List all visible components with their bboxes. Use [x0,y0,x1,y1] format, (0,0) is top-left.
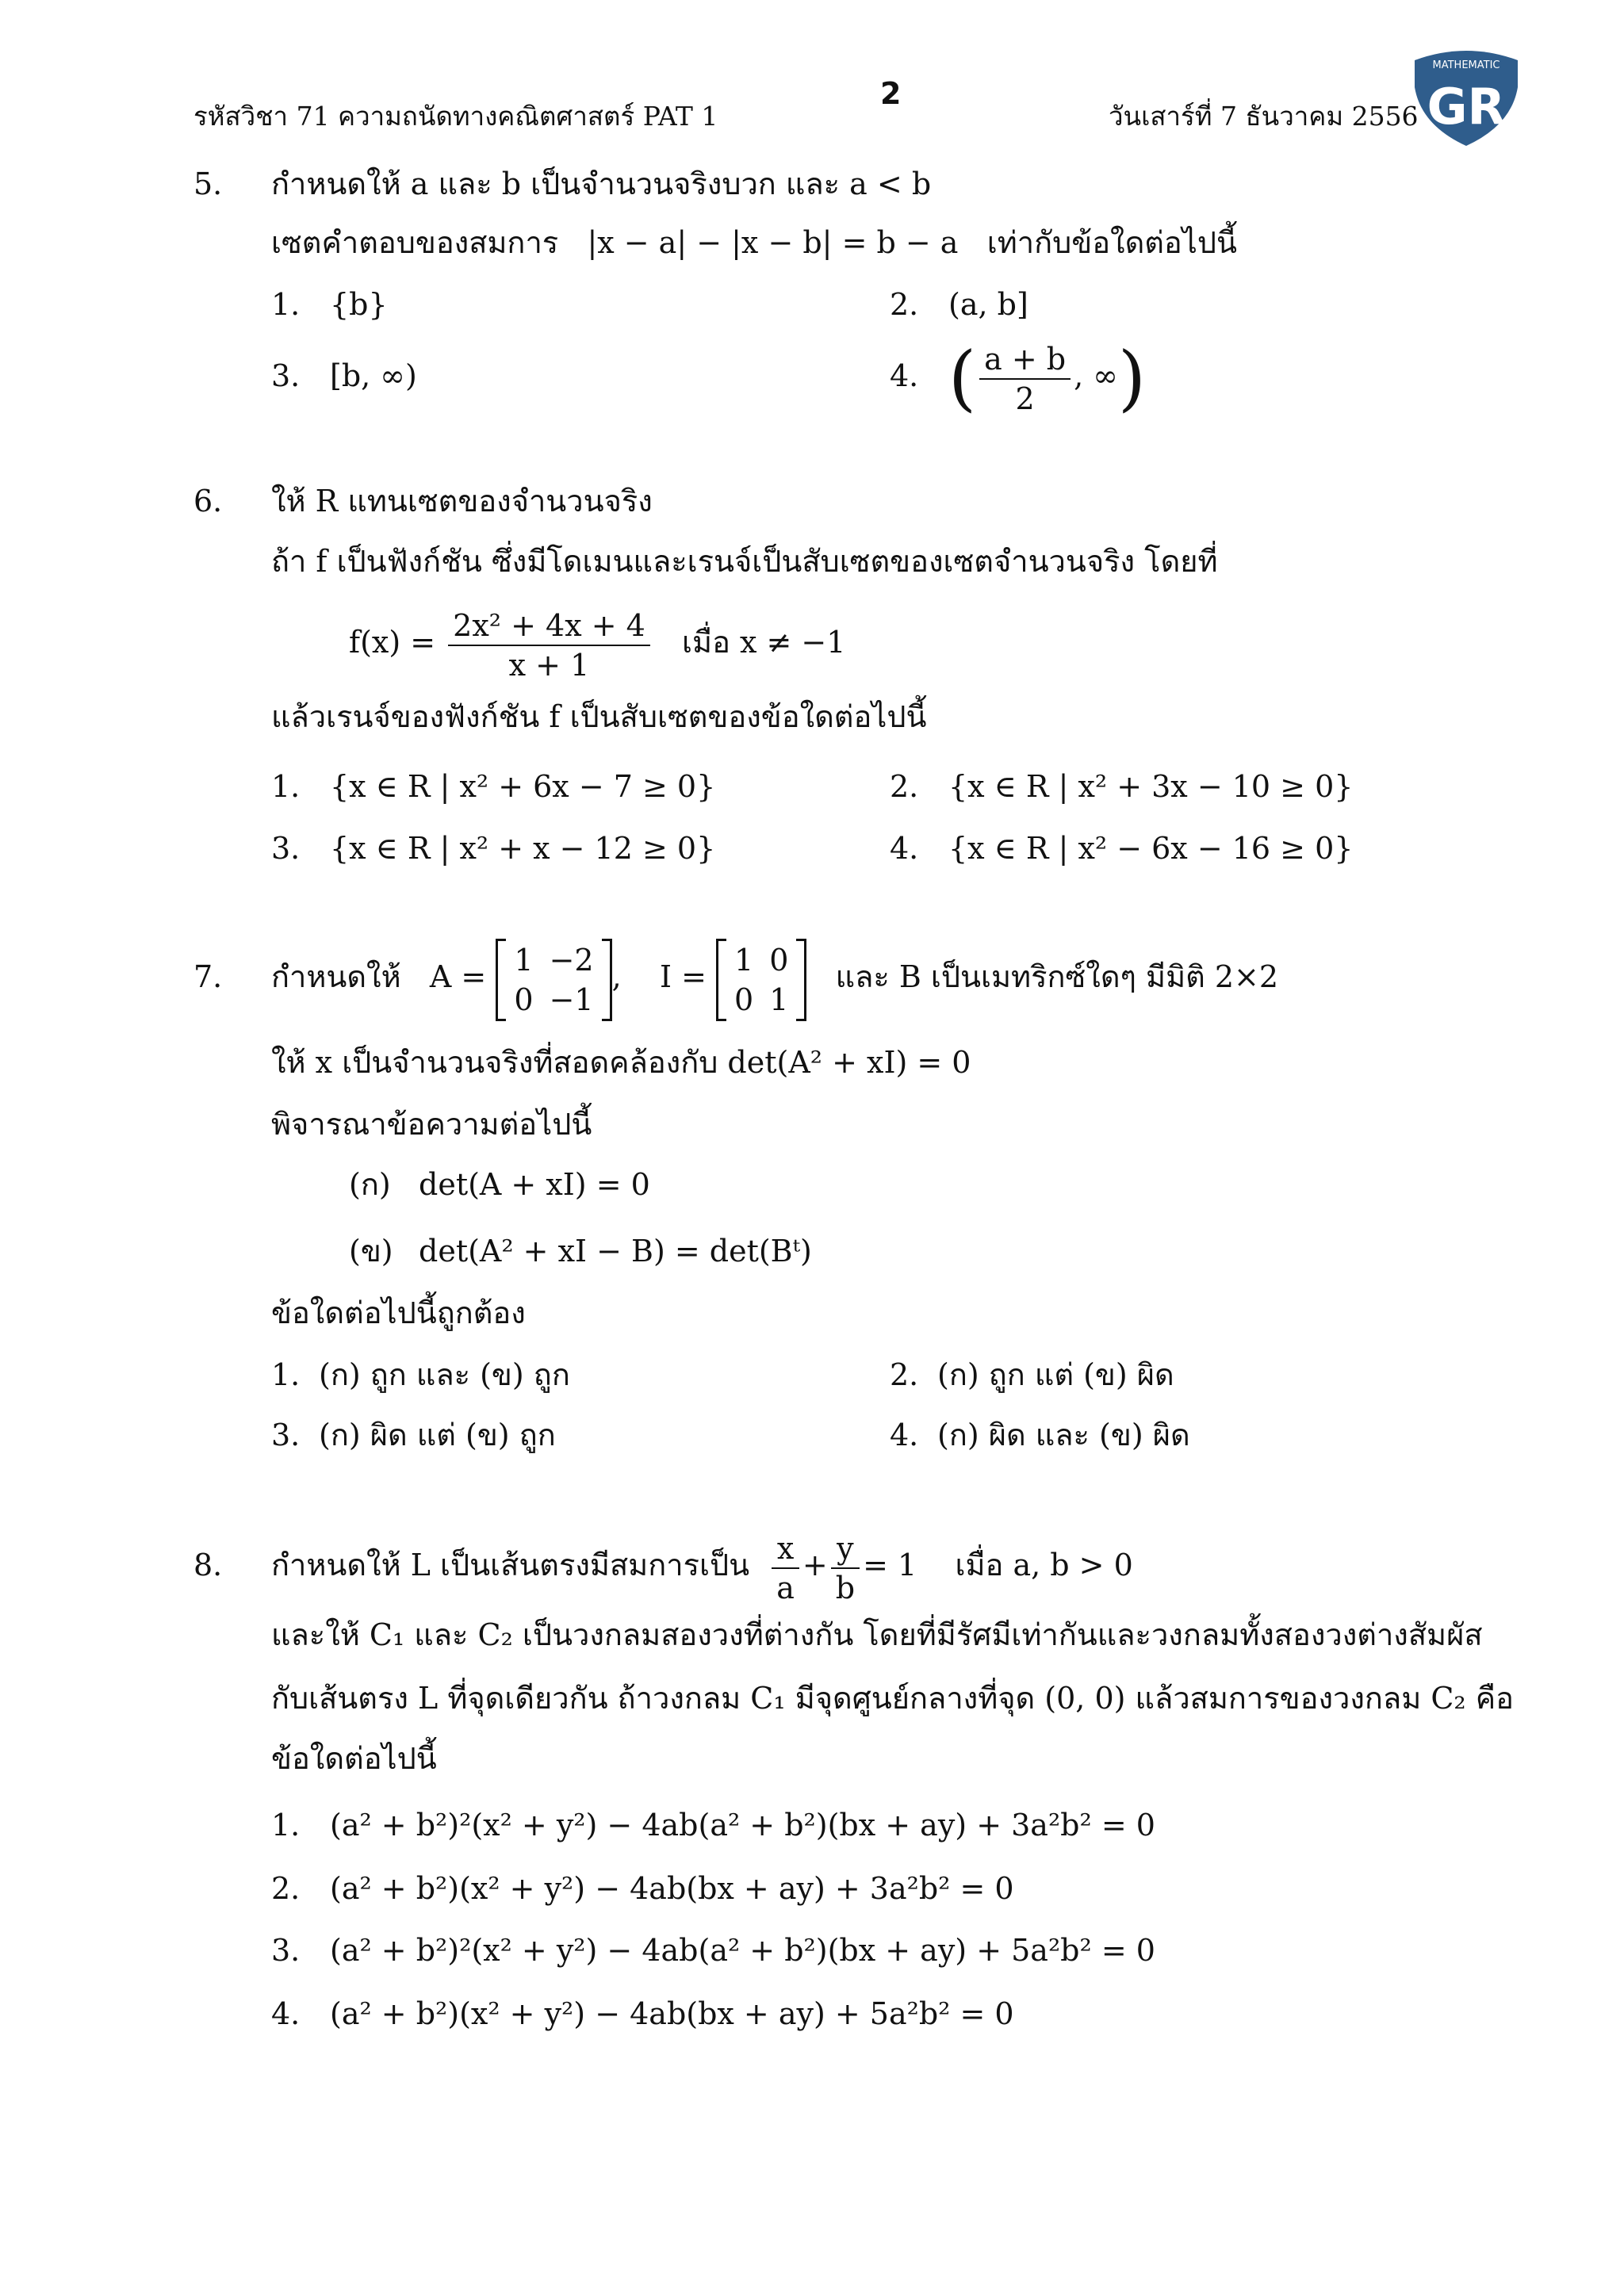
matrix-A-cell: −1 [549,982,594,1017]
q6-choice-4-num: 4. [890,831,919,866]
q5-choice-4: ( $\frac{a + b}{2}$ , ∞) [948,336,1147,420]
matrix-I-cell: 0 [734,982,754,1017]
svg-text:GR: GR [1427,78,1506,136]
q5-line2 [271,220,1237,265]
header-subject: รหัสวิชา 71 ความถนัดทางคณิตศาสตร์ PAT 1 [193,101,718,132]
q7-choice-2-num: 2. [890,1357,919,1392]
matrix-I-cell: 1 [734,942,754,978]
q8-frac2-den: b [835,1570,856,1605]
q6-function [349,603,845,684]
q7-statement-2: det(A² + xI − B) = det(Bᵗ) [419,1234,812,1269]
q5-c4-tail: , ∞ [1074,358,1118,393]
q6-line4: แล้วเรนจ์ของฟังก์ชัน f เป็นสับเซตของข้อใดต่อไปนี้ [271,699,927,734]
q6-choice-2: {x ∈ R | x² + 3x − 10 ≥ 0} [948,769,1354,804]
q8-plus: + [802,1548,828,1582]
q5-c4-denominator: 2 [1015,381,1035,416]
q7-suffix: และ B เป็นเมทริกซ์ใดๆ มีมิติ 2×2 [835,959,1279,994]
q5-equation: |x − a| − |x − b| = b − a [587,225,959,260]
q8-choice-4-num: 4. [271,1996,301,2031]
q7-choice-1: (ก) ถูก และ (ข) ถูก [319,1357,570,1392]
page-number: 2 [880,76,902,111]
q8-condition: เมื่อ a, b > 0 [955,1548,1133,1582]
q8-frac1-den: a [776,1570,795,1605]
matrix-I-cell: 1 [769,982,789,1017]
q5-choice-1: {b} [330,287,388,322]
q6-fx-denominator: x + 1 [508,647,590,683]
q5-number: 5. [193,166,223,201]
logo-text: MATHEMATIC [1432,59,1500,71]
q5-c4-numerator: a + b [979,340,1071,380]
q7-statement-2-label: (ข) [349,1234,393,1269]
q7-line6: ข้อใดต่อไปนี้ถูกต้อง [271,1295,526,1330]
q7-line1: กำหนดให้ A = 1 −2 0 −1 , I = 1 0 0 1 และ B เป็นเมทริกซ์ใดๆ มีมิติ 2×2 [271,932,1278,1021]
q8-eq-tail: = 1 [863,1548,917,1582]
q7-choice-4-num: 4. [890,1418,919,1452]
q5-choice-3-num: 3. [271,358,301,393]
q7-line3: พิจารณาข้อความต่อไปนี้ [271,1107,592,1142]
q7-prefix: กำหนดให้ [271,959,401,994]
q6-choice-2-num: 2. [890,769,919,804]
matrix-A [496,939,611,1021]
q7-I-label: I = [660,959,707,994]
q7-choice-3-num: 3. [271,1418,301,1452]
q6-choice-3: {x ∈ R | x² + x − 12 ≥ 0} [330,831,716,866]
q8-choice-1-num: 1. [271,1808,301,1843]
q7-choice-1-num: 1. [271,1357,301,1392]
q8-frac2-num: y [831,1529,860,1569]
q6-choice-3-num: 3. [271,831,301,866]
q5-choice-3: [b, ∞) [330,358,417,393]
q6-number: 6. [193,484,223,519]
q8-number: 8. [193,1548,223,1582]
q8-choice-1: (a² + b²)²(x² + y²) − 4ab(a² + b²)(bx + ay) + 3a²b² = 0 [330,1808,1155,1843]
q8-prefix: กำหนดให้ L เป็นเส้นตรงมีสมการเป็น [271,1548,750,1582]
q8-frac1-num: x [772,1529,799,1569]
q6-fx-condition: เมื่อ x ≠ −1 [682,625,846,660]
q8-line1 [271,1524,1133,1607]
q6-line1: ให้ R แทนเซตของจำนวนจริง [271,484,653,519]
gtr-logo [1410,46,1522,147]
matrix-A-cell: −2 [549,942,594,978]
q8-choice-4: (a² + b²)(x² + y²) − 4ab(bx + ay) + 5a²b² = 0 [330,1996,1014,2031]
q8-line2: และให้ C₁ และ C₂ เป็นวงกลมสองวงที่ต่างกัน โดยที่มีรัศมีเท่ากันและวงกลมทั้งสองวงต่างสัมผัส [271,1617,1483,1652]
q8-line4: ข้อใดต่อไปนี้ [271,1741,437,1776]
q7-number: 7. [193,959,223,994]
q7-statement-1: det(A + xI) = 0 [419,1167,650,1202]
matrix-I-cell: 0 [769,942,789,978]
matrix-A-cell: 1 [514,942,534,978]
q7-A-label: A = [429,959,487,994]
matrix-I [716,939,806,1021]
q6-fx-numerator: 2x² + 4x + 4 [448,607,650,646]
q7-line2: ให้ x เป็นจำนวนจริงที่สอดคล้องกับ det(A² + xI) = 0 [271,1045,971,1080]
q6-choice-1: {x ∈ R | x² + 6x − 7 ≥ 0} [330,769,716,804]
header-date: วันเสาร์ที่ 7 ธันวาคม 2556 [1109,101,1419,132]
q7-choice-2: (ก) ถูก แต่ (ข) ผิด [937,1357,1174,1392]
q7-choice-3: (ก) ผิด แต่ (ข) ถูก [319,1418,556,1452]
q5-line2-prefix: เซตคำตอบของสมการ [271,225,559,260]
q8-choice-3: (a² + b²)²(x² + y²) − 4ab(a² + b²)(bx + ay) + 5a²b² = 0 [330,1933,1155,1968]
q5-choice-1-num: 1. [271,287,301,322]
q8-choice-3-num: 3. [271,1933,301,1968]
q5-line1: กำหนดให้ a และ b เป็นจำนวนจริงบวก และ a < b [271,166,932,201]
q6-choice-1-num: 1. [271,769,301,804]
q6-line2: ถ้า f เป็นฟังก์ชัน ซึ่งมีโดเมนและเรนจ์เป็นสับเซตของเซตจำนวนจริง โดยที่ [271,544,1218,579]
q5-choice-2-num: 2. [890,287,919,322]
q6-choice-4: {x ∈ R | x² − 6x − 16 ≥ 0} [948,831,1354,866]
q5-line2-suffix: เท่ากับข้อใดต่อไปนี้ [986,225,1237,260]
q5-choice-4-num: 4. [890,358,919,393]
q8-line3: กับเส้นตรง L ที่จุดเดียวกัน ถ้าวงกลม C₁ มีจุดศูนย์กลางที่จุด (0, 0) แล้วสมการของวงกลม C₂ คือ [271,1681,1514,1716]
q6-fx-left: f(x) = [349,625,436,660]
q8-choice-2: (a² + b²)(x² + y²) − 4ab(bx + ay) + 3a²b² = 0 [330,1871,1014,1906]
q7-choice-4: (ก) ผิด และ (ข) ผิด [937,1418,1190,1452]
q8-choice-2-num: 2. [271,1871,301,1906]
matrix-A-cell: 0 [514,982,534,1017]
q5-choice-2: (a, b] [948,287,1028,322]
q7-statement-1-label: (ก) [349,1167,391,1202]
